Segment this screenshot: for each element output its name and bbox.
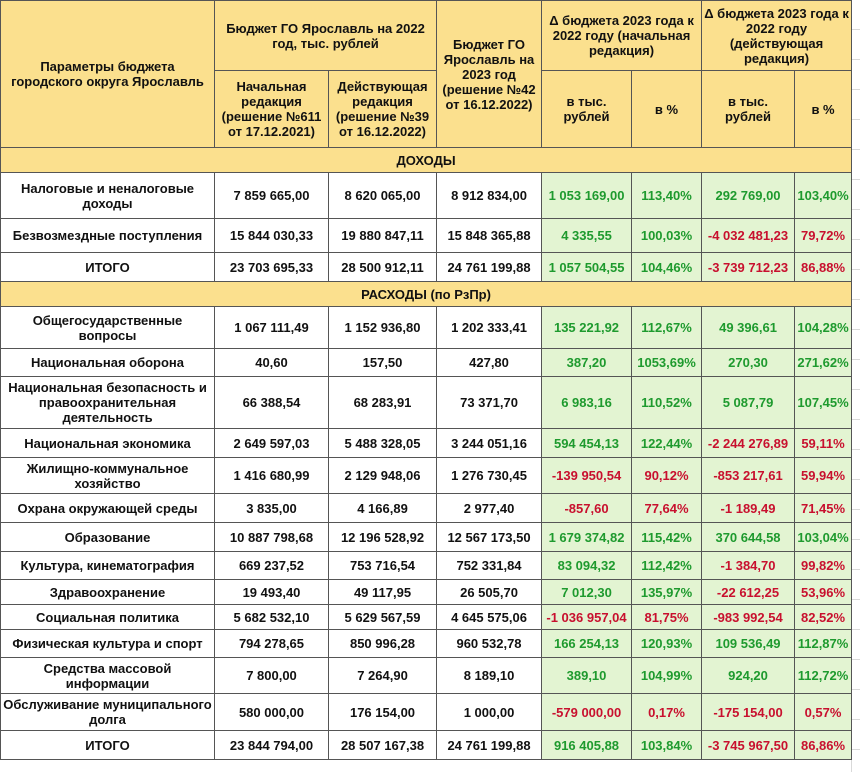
value-2022-current: 68 283,91 bbox=[329, 377, 437, 429]
delta-current-rub: -1 189,49 bbox=[702, 494, 795, 523]
row-name: Здравоохранение bbox=[1, 580, 215, 605]
delta-initial-rub: 1 053 169,00 bbox=[542, 173, 632, 219]
delta-initial-rub: 4 335,55 bbox=[542, 219, 632, 253]
value-2023: 1 202 333,41 bbox=[437, 307, 542, 349]
table-row bbox=[1, 552, 852, 580]
delta-current-rub: -983 992,54 bbox=[702, 605, 795, 630]
row-name: Налоговые и неналоговые доходы bbox=[1, 173, 215, 219]
value-2022-current: 753 716,54 bbox=[329, 552, 437, 580]
header-delta-current-rub: в тыс. рублей bbox=[702, 71, 795, 148]
value-2022-current: 28 507 167,38 bbox=[329, 731, 437, 760]
delta-initial-rub: 594 454,13 bbox=[542, 429, 632, 458]
delta-initial-rub: -1 036 957,04 bbox=[542, 605, 632, 630]
delta-current-pct: 79,72% bbox=[795, 219, 852, 253]
row-name: Жилищно-коммунальное хозяйство bbox=[1, 458, 215, 494]
value-2022-initial: 669 237,52 bbox=[215, 552, 329, 580]
value-2022-initial: 19 493,40 bbox=[215, 580, 329, 605]
delta-current-rub: -853 217,61 bbox=[702, 458, 795, 494]
delta-current-pct: 53,96% bbox=[795, 580, 852, 605]
value-2022-initial: 1 067 111,49 bbox=[215, 307, 329, 349]
delta-initial-rub: -857,60 bbox=[542, 494, 632, 523]
delta-current-rub: -175 154,00 bbox=[702, 694, 795, 731]
delta-current-rub: -3 739 712,23 bbox=[702, 253, 795, 282]
value-2022-initial: 1 416 680,99 bbox=[215, 458, 329, 494]
section-expense: РАСХОДЫ (по РзПр) bbox=[1, 282, 852, 307]
table-row bbox=[1, 349, 852, 377]
value-2022-initial: 23 703 695,33 bbox=[215, 253, 329, 282]
value-2022-current: 49 117,95 bbox=[329, 580, 437, 605]
table-row bbox=[1, 658, 852, 694]
value-2023: 1 276 730,45 bbox=[437, 458, 542, 494]
delta-initial-rub: -139 950,54 bbox=[542, 458, 632, 494]
delta-current-rub: 270,30 bbox=[702, 349, 795, 377]
delta-initial-pct: 104,99% bbox=[632, 658, 702, 694]
value-2022-initial: 23 844 794,00 bbox=[215, 731, 329, 760]
delta-initial-pct: 81,75% bbox=[632, 605, 702, 630]
delta-current-rub: 292 769,00 bbox=[702, 173, 795, 219]
row-name: Социальная политика bbox=[1, 605, 215, 630]
value-2022-initial: 7 800,00 bbox=[215, 658, 329, 694]
value-2022-current: 176 154,00 bbox=[329, 694, 437, 731]
value-2022-initial: 3 835,00 bbox=[215, 494, 329, 523]
delta-initial-rub: 387,20 bbox=[542, 349, 632, 377]
value-2022-current: 157,50 bbox=[329, 349, 437, 377]
delta-current-rub: -1 384,70 bbox=[702, 552, 795, 580]
sheet-gridlines bbox=[851, 0, 860, 772]
value-2022-current: 12 196 528,92 bbox=[329, 523, 437, 552]
value-2023: 24 761 199,88 bbox=[437, 253, 542, 282]
delta-current-pct: 103,04% bbox=[795, 523, 852, 552]
value-2022-current: 850 996,28 bbox=[329, 630, 437, 658]
delta-current-rub: 5 087,79 bbox=[702, 377, 795, 429]
table-row bbox=[1, 494, 852, 523]
value-2023: 1 000,00 bbox=[437, 694, 542, 731]
row-name: Национальная оборона bbox=[1, 349, 215, 377]
delta-initial-rub: 1 057 504,55 bbox=[542, 253, 632, 282]
delta-initial-pct: 103,84% bbox=[632, 731, 702, 760]
row-name: Образование bbox=[1, 523, 215, 552]
value-2022-current: 4 166,89 bbox=[329, 494, 437, 523]
delta-current-pct: 107,45% bbox=[795, 377, 852, 429]
delta-initial-rub: 166 254,13 bbox=[542, 630, 632, 658]
section-income: ДОХОДЫ bbox=[1, 148, 852, 173]
row-name: ИТОГО bbox=[1, 253, 215, 282]
table-row bbox=[1, 429, 852, 458]
delta-initial-pct: 90,12% bbox=[632, 458, 702, 494]
delta-current-pct: 99,82% bbox=[795, 552, 852, 580]
delta-current-rub: 49 396,61 bbox=[702, 307, 795, 349]
value-2023: 4 645 575,06 bbox=[437, 605, 542, 630]
value-2022-initial: 10 887 798,68 bbox=[215, 523, 329, 552]
delta-current-rub: 924,20 bbox=[702, 658, 795, 694]
delta-initial-rub: 135 221,92 bbox=[542, 307, 632, 349]
delta-initial-rub: 7 012,30 bbox=[542, 580, 632, 605]
delta-initial-pct: 120,93% bbox=[632, 630, 702, 658]
delta-current-pct: 71,45% bbox=[795, 494, 852, 523]
row-name: Национальная безопасность и правоохранительная деятельность bbox=[1, 377, 215, 429]
delta-initial-rub: 6 983,16 bbox=[542, 377, 632, 429]
delta-current-pct: 82,52% bbox=[795, 605, 852, 630]
value-2022-current: 1 152 936,80 bbox=[329, 307, 437, 349]
delta-initial-pct: 1053,69% bbox=[632, 349, 702, 377]
value-2022-initial: 15 844 030,33 bbox=[215, 219, 329, 253]
table-row bbox=[1, 523, 852, 552]
header-delta-current-pct: в % bbox=[795, 71, 852, 148]
value-2023: 24 761 199,88 bbox=[437, 731, 542, 760]
header-delta-initial-rub: в тыс. рублей bbox=[542, 71, 632, 148]
delta-initial-pct: 104,46% bbox=[632, 253, 702, 282]
header-delta-initial-pct: в % bbox=[632, 71, 702, 148]
value-2023: 73 371,70 bbox=[437, 377, 542, 429]
row-name: Культура, кинематография bbox=[1, 552, 215, 580]
header-budget-2023: Бюджет ГО Ярославль на 2023 год (решение №42 от 16.12.2022) bbox=[437, 1, 542, 148]
delta-initial-pct: 135,97% bbox=[632, 580, 702, 605]
row-name: Безвозмездные поступления bbox=[1, 219, 215, 253]
value-2022-initial: 7 859 665,00 bbox=[215, 173, 329, 219]
delta-current-pct: 86,88% bbox=[795, 253, 852, 282]
value-2023: 3 244 051,16 bbox=[437, 429, 542, 458]
delta-current-rub: 109 536,49 bbox=[702, 630, 795, 658]
delta-initial-pct: 110,52% bbox=[632, 377, 702, 429]
value-2022-current: 7 264,90 bbox=[329, 658, 437, 694]
table-row bbox=[1, 253, 852, 282]
table-row bbox=[1, 605, 852, 630]
value-2023: 752 331,84 bbox=[437, 552, 542, 580]
delta-current-pct: 59,94% bbox=[795, 458, 852, 494]
delta-current-pct: 0,57% bbox=[795, 694, 852, 731]
delta-initial-pct: 115,42% bbox=[632, 523, 702, 552]
table-row bbox=[1, 580, 852, 605]
delta-initial-pct: 0,17% bbox=[632, 694, 702, 731]
table-row bbox=[1, 219, 852, 253]
table-row bbox=[1, 458, 852, 494]
value-2023: 8 912 834,00 bbox=[437, 173, 542, 219]
value-2022-initial: 2 649 597,03 bbox=[215, 429, 329, 458]
table-row bbox=[1, 173, 852, 219]
delta-current-pct: 86,86% bbox=[795, 731, 852, 760]
delta-initial-pct: 112,67% bbox=[632, 307, 702, 349]
delta-current-pct: 104,28% bbox=[795, 307, 852, 349]
value-2022-initial: 66 388,54 bbox=[215, 377, 329, 429]
delta-initial-rub: -579 000,00 bbox=[542, 694, 632, 731]
row-name: Национальная экономика bbox=[1, 429, 215, 458]
value-2023: 960 532,78 bbox=[437, 630, 542, 658]
table-row bbox=[1, 307, 852, 349]
delta-current-pct: 271,62% bbox=[795, 349, 852, 377]
delta-initial-pct: 113,40% bbox=[632, 173, 702, 219]
delta-initial-pct: 100,03% bbox=[632, 219, 702, 253]
delta-current-rub: -3 745 967,50 bbox=[702, 731, 795, 760]
row-name: ИТОГО bbox=[1, 731, 215, 760]
header-delta-initial: Δ бюджета 2023 года к 2022 году (начальная редакция) bbox=[542, 1, 702, 71]
value-2022-current: 5 488 328,05 bbox=[329, 429, 437, 458]
row-name: Обслуживание муниципального долга bbox=[1, 694, 215, 731]
value-2022-current: 28 500 912,11 bbox=[329, 253, 437, 282]
value-2023: 2 977,40 bbox=[437, 494, 542, 523]
delta-current-pct: 103,40% bbox=[795, 173, 852, 219]
value-2022-initial: 5 682 532,10 bbox=[215, 605, 329, 630]
row-name: Общегосударственные вопросы bbox=[1, 307, 215, 349]
header-initial-edition: Начальная редакция (решение №611 от 17.12.2021) bbox=[215, 71, 329, 148]
value-2023: 427,80 bbox=[437, 349, 542, 377]
value-2022-current: 8 620 065,00 bbox=[329, 173, 437, 219]
delta-initial-rub: 83 094,32 bbox=[542, 552, 632, 580]
value-2023: 26 505,70 bbox=[437, 580, 542, 605]
value-2022-current: 19 880 847,11 bbox=[329, 219, 437, 253]
table-row bbox=[1, 630, 852, 658]
delta-initial-pct: 122,44% bbox=[632, 429, 702, 458]
delta-current-pct: 59,11% bbox=[795, 429, 852, 458]
delta-current-pct: 112,87% bbox=[795, 630, 852, 658]
delta-initial-rub: 1 679 374,82 bbox=[542, 523, 632, 552]
delta-initial-pct: 77,64% bbox=[632, 494, 702, 523]
header-params: Параметры бюджета городского округа Ярославль bbox=[1, 1, 215, 148]
table-row bbox=[1, 377, 852, 429]
delta-initial-pct: 112,42% bbox=[632, 552, 702, 580]
value-2022-initial: 794 278,65 bbox=[215, 630, 329, 658]
row-name: Охрана окружающей среды bbox=[1, 494, 215, 523]
delta-current-rub: -22 612,25 bbox=[702, 580, 795, 605]
table-row bbox=[1, 731, 852, 760]
delta-current-rub: 370 644,58 bbox=[702, 523, 795, 552]
row-name: Средства массовой информации bbox=[1, 658, 215, 694]
value-2023: 15 848 365,88 bbox=[437, 219, 542, 253]
row-name: Физическая культура и спорт bbox=[1, 630, 215, 658]
delta-initial-rub: 916 405,88 bbox=[542, 731, 632, 760]
value-2022-current: 2 129 948,06 bbox=[329, 458, 437, 494]
header-delta-current: Δ бюджета 2023 года к 2022 году (действующая редакция) bbox=[702, 1, 852, 71]
table-row bbox=[1, 694, 852, 731]
value-2022-current: 5 629 567,59 bbox=[329, 605, 437, 630]
value-2022-initial: 580 000,00 bbox=[215, 694, 329, 731]
header-budget-2022: Бюджет ГО Ярославль на 2022 год, тыс. рублей bbox=[215, 1, 437, 71]
delta-initial-rub: 389,10 bbox=[542, 658, 632, 694]
delta-current-rub: -2 244 276,89 bbox=[702, 429, 795, 458]
value-2023: 12 567 173,50 bbox=[437, 523, 542, 552]
header-current-edition: Действующая редакция (решение №39 от 16.12.2022) bbox=[329, 71, 437, 148]
delta-current-rub: -4 032 481,23 bbox=[702, 219, 795, 253]
value-2022-initial: 40,60 bbox=[215, 349, 329, 377]
delta-current-pct: 112,72% bbox=[795, 658, 852, 694]
value-2023: 8 189,10 bbox=[437, 658, 542, 694]
